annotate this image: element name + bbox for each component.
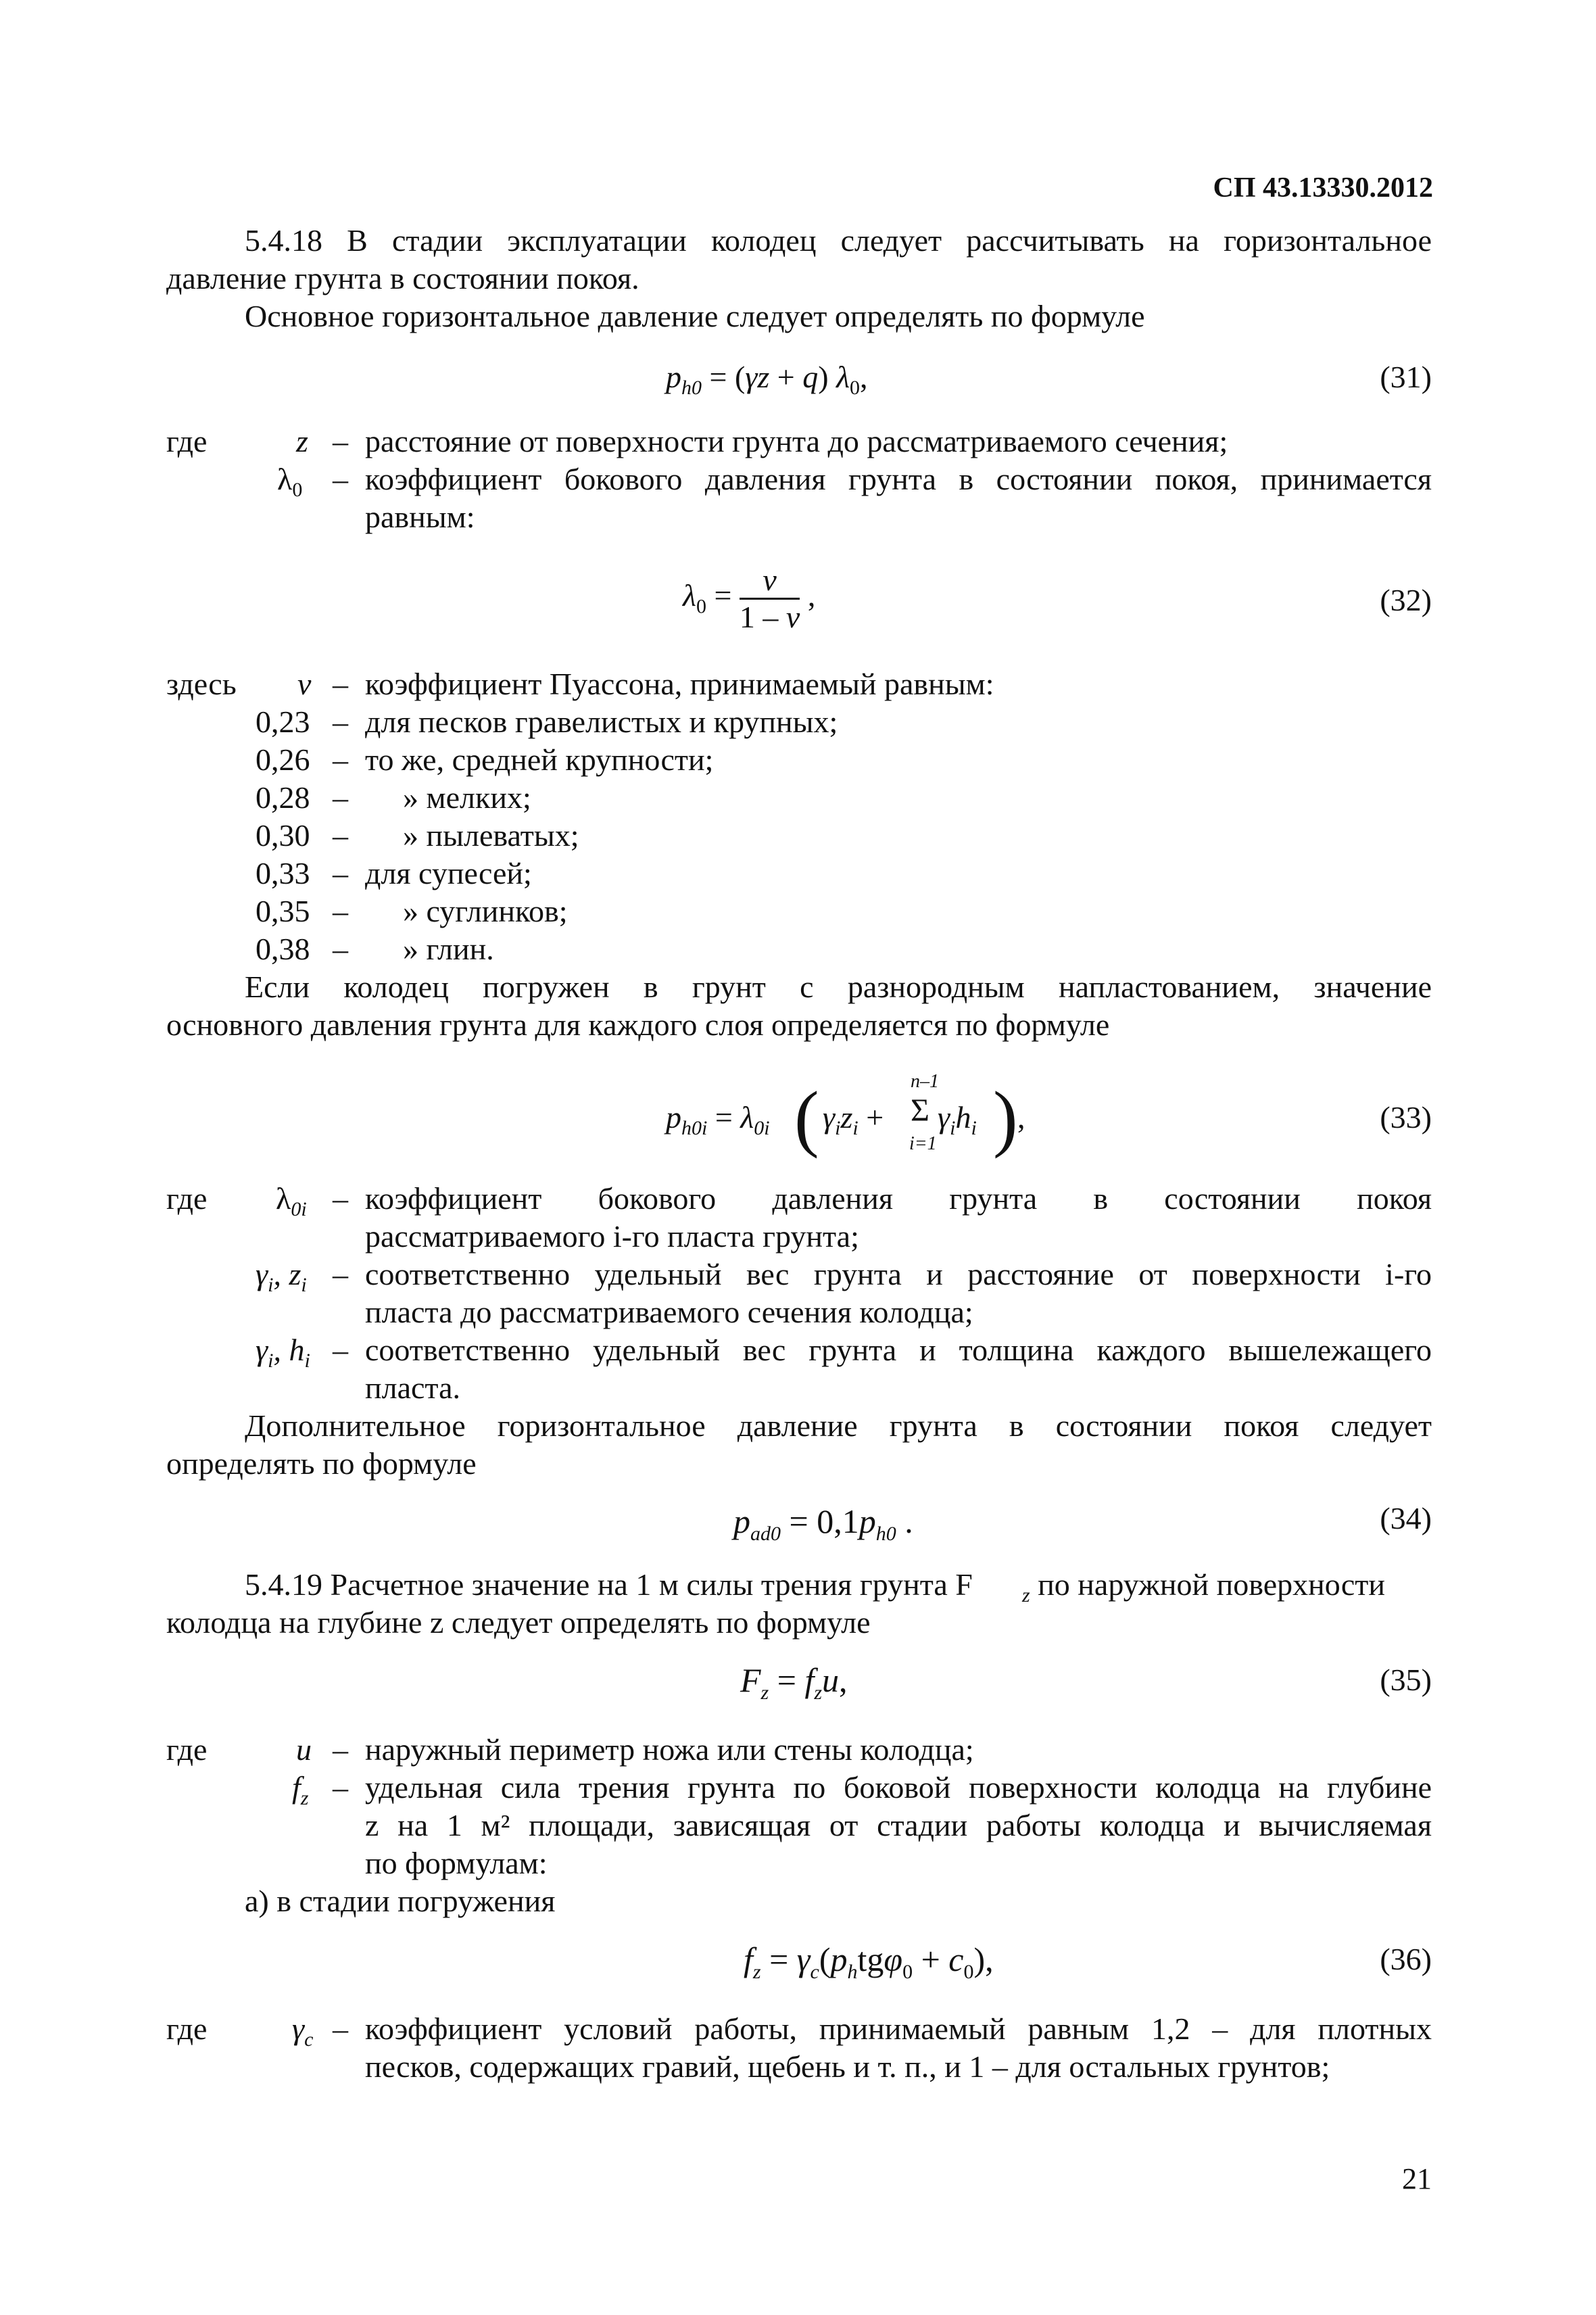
formula-36: $f_z = \gamma_c(p_htg\varphi_0 + c_0)$, bbox=[744, 1940, 994, 1983]
lambda0-description-line2: равным: bbox=[365, 500, 475, 534]
lambda0i-description-line2: рассматриваемого i-го пласта грунта; bbox=[365, 1219, 859, 1254]
equation-number-36: (36) bbox=[1380, 1942, 1432, 1976]
dash: – bbox=[333, 1181, 348, 1216]
layered-soil-paragraph-line2: основного давления грунта для каждого слоя определяется по формуле bbox=[166, 1007, 1110, 1042]
symbol-nu: ν bbox=[297, 667, 312, 701]
dash: – bbox=[333, 424, 348, 458]
dash: – bbox=[333, 818, 348, 853]
z-description: расстояние от поверхности грунта до рассматриваемого сечения; bbox=[365, 424, 1228, 458]
layered-soil-paragraph-line1: Если колодец погружен в грунт с разнородным напластованием, значение bbox=[245, 970, 1432, 1004]
formula-35: $F_z = f_zu$, bbox=[740, 1661, 848, 1704]
here-label: здесь bbox=[166, 667, 237, 701]
list-item-text: » мелких; bbox=[403, 780, 531, 815]
where-label: где bbox=[166, 1732, 208, 1767]
list-item-value: 0,38 bbox=[256, 932, 310, 966]
paragraph-5-4-19-line2: колодца на глубине z следует определять по формуле bbox=[166, 1605, 871, 1640]
gamma-z-description-line1: соответственно удельный вес грунта и расстояние от поверхности i-го bbox=[365, 1257, 1432, 1291]
additional-pressure-line1: Дополнительное горизонтальное давление грунта в состоянии покоя следует bbox=[245, 1408, 1432, 1443]
dash: – bbox=[333, 742, 348, 777]
symbol-gamma-c: $\gamma_c$ bbox=[292, 2011, 314, 2051]
gamma-z-description-line2: пласта до рассматриваемого сечения колодца; bbox=[365, 1295, 973, 1329]
fz-description-line3: по формулам: bbox=[365, 1846, 548, 1880]
list-item-text: » суглинков; bbox=[403, 894, 568, 928]
list-item-value: 0,30 bbox=[256, 818, 310, 853]
equation-number-35: (35) bbox=[1380, 1663, 1432, 1697]
dash: – bbox=[333, 1732, 348, 1767]
list-item-text: » глин. bbox=[403, 932, 494, 966]
dash: – bbox=[333, 1770, 348, 1805]
dash: – bbox=[333, 894, 348, 928]
formula-34: $p_{ad0} = 0,1p_{h0}$ . bbox=[733, 1502, 913, 1545]
paragraph-5-4-18-line2: давление грунта в состоянии покоя. bbox=[166, 261, 639, 295]
fz-description-line2: z на 1 м² площади, зависящая от стадии работы колодца и вычисляемая bbox=[365, 1808, 1432, 1842]
fz-description-line1: удельная сила трения грунта по боковой поверхности колодца на глубине bbox=[365, 1770, 1432, 1805]
dash: – bbox=[333, 462, 348, 496]
equation-number-32: (32) bbox=[1380, 583, 1432, 617]
paragraph-5-4-18-line1: 5.4.18 В стадии эксплуатации колодец следует рассчитывать на горизонтальное bbox=[245, 223, 1432, 258]
paragraph-formula-intro: Основное горизонтальное давление следует определять по формуле bbox=[245, 299, 1145, 333]
page-number: 21 bbox=[1402, 2162, 1432, 2195]
lambda0-description-line1: коэффициент бокового давления грунта в состоянии покоя, принимается bbox=[365, 462, 1432, 496]
paragraph-5-4-19-line1-head: 5.4.19 Расчетное значение на 1 м силы трения грунта F bbox=[245, 1567, 973, 1602]
paragraph-5-4-19-line1-tail: по наружной поверхности bbox=[1030, 1567, 1386, 1602]
additional-pressure-line2: определять по формуле bbox=[166, 1446, 477, 1481]
formula-32: $\lambda_0$ = $\frac{\nu}{1 - \nu}$ , bbox=[683, 563, 816, 634]
equation-number-33: (33) bbox=[1380, 1100, 1432, 1135]
list-item-text: для песков гравелистых и крупных; bbox=[365, 705, 838, 739]
dash: – bbox=[333, 705, 348, 739]
dash: – bbox=[333, 856, 348, 890]
where-label: где bbox=[166, 2011, 208, 2046]
gamma-h-description-line2: пласта. bbox=[365, 1370, 460, 1405]
dash: – bbox=[333, 2011, 348, 2046]
list-item-text: для супесей; bbox=[365, 856, 532, 890]
where-label: где bbox=[166, 1181, 208, 1216]
stage-a-label: а) в стадии погружения bbox=[245, 1884, 556, 1918]
list-item-value: 0,23 bbox=[256, 705, 310, 739]
list-item-value: 0,33 bbox=[256, 856, 310, 890]
where-label: где bbox=[166, 424, 208, 458]
list-item-value: 0,26 bbox=[256, 742, 310, 777]
list-item-text: то же, средней крупности; bbox=[365, 742, 714, 777]
symbol-u: u bbox=[296, 1732, 312, 1767]
gamma-c-description-line1: коэффициент условий работы, принимаемый равным 1,2 – для плотных bbox=[365, 2011, 1432, 2046]
symbol-gamma-z: $\gamma_i$, $z_i$ bbox=[256, 1257, 307, 1297]
list-item-value: 0,35 bbox=[256, 894, 310, 928]
dash: – bbox=[333, 1257, 348, 1291]
gamma-h-description-line1: соответственно удельный вес грунта и толщина каждого вышележащего bbox=[365, 1333, 1432, 1367]
nu-description: коэффициент Пуассона, принимаемый равным: bbox=[365, 667, 994, 701]
formula-31: $p_{h0} = (\gamma z + q)$ $\lambda_0$, bbox=[666, 360, 868, 400]
list-item-text: » пылеватых; bbox=[403, 818, 579, 853]
dash: – bbox=[333, 932, 348, 966]
lambda0i-description-line1: коэффициент бокового давления грунта в состоянии покоя bbox=[365, 1181, 1432, 1216]
gamma-c-description-line2: песков, содержащих гравий, щебень и т. п., и 1 – для остальных грунтов; bbox=[365, 2049, 1330, 2084]
dash: – bbox=[333, 667, 348, 701]
dash: – bbox=[333, 1333, 348, 1367]
symbol-fz: $f_z$ bbox=[292, 1770, 309, 1810]
equation-number-34: (34) bbox=[1380, 1501, 1432, 1535]
dash: – bbox=[333, 780, 348, 815]
document-code: СП 43.13330.2012 bbox=[1213, 172, 1433, 204]
symbol-lambda0: $\lambda_0$ bbox=[277, 462, 303, 502]
paragraph-5-4-19-line1-tail-wrap: $_z$ по наружной поверхности bbox=[1022, 1567, 1386, 1607]
equation-number-31: (31) bbox=[1380, 360, 1432, 394]
symbol-z: z bbox=[296, 424, 308, 458]
list-item-value: 0,28 bbox=[256, 780, 310, 815]
symbol-lambda0i: $\lambda_{0i}$ bbox=[276, 1181, 307, 1221]
symbol-gamma-h: $\gamma_i$, $h_i$ bbox=[256, 1333, 310, 1373]
u-description: наружный периметр ножа или стены колодца; bbox=[365, 1732, 974, 1767]
